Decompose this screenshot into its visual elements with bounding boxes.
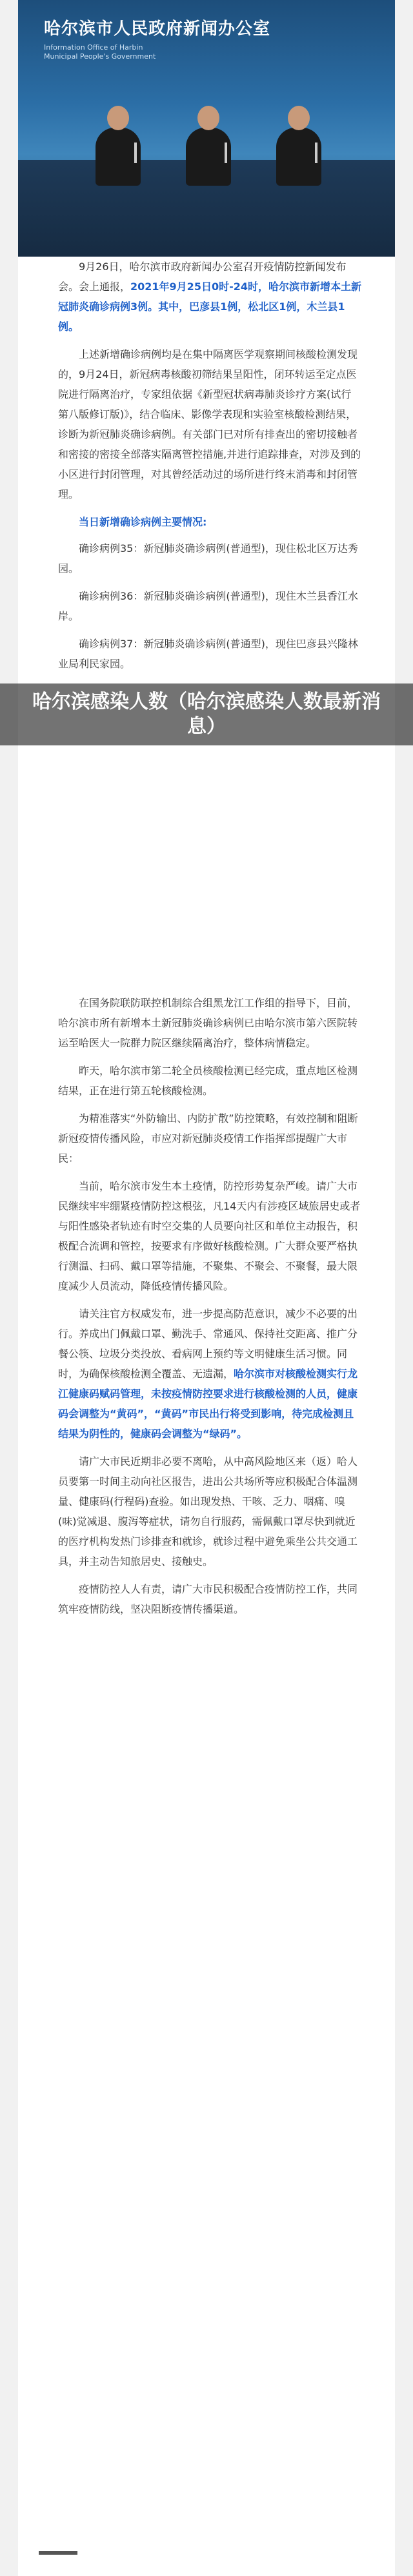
intro-highlight: 2021年9月25日0时-24时，哈尔滨市新增本土新冠肺炎确诊病例3例。其中，巴彦县1例，松北区1例，木兰县1例。 — [58, 280, 361, 333]
section-heading: 当日新增确诊病例主要情况: — [79, 516, 207, 528]
paragraph-situation: 当前，哈尔滨市发生本土疫情，防控形势复杂严峻。请广大市民继续牢牢绷紧疫情防控这根弦，凡14天内有涉疫区域旅居史或者与阳性感染者轨迹有时空交集的人员要向社区和单位主动报告，积极配合流调和管控，按要求有序做好核酸检测。广大群众要严格执行测温、扫码、戴口罩等措施，不聚集、不聚会、不聚餐，最大限度减少人员流动，降低疫情传播风险。 — [58, 1180, 361, 1292]
microphone — [315, 143, 317, 163]
banner-title: 哈尔滨市人民政府新闻办公室 — [44, 19, 271, 39]
overlay-title: 哈尔滨感染人数（哈尔滨感染人数最新消息） — [32, 691, 381, 738]
speaker-right-head — [288, 106, 310, 130]
paragraph-health-code — [58, 1304, 361, 1444]
case-35: 确诊病例35：新冠肺炎确诊病例(普通型)，现住松北区万达秀园。 — [58, 542, 358, 575]
paragraph-intro — [58, 257, 361, 337]
article-body-middle — [58, 993, 361, 1627]
intro-text: 9月26日，哈尔滨市政府新闻办公室召开疫情防控新闻发布会。会上通报， — [58, 261, 347, 293]
paragraph-testing: 昨天，哈尔滨市第二轮全员核酸检测已经完成，重点地区检测结果，正在进行第五轮核酸检测。 — [58, 1065, 358, 1097]
speaker-left-head — [107, 106, 129, 130]
paragraph-travel: 请广大市民近期非必要不离哈，从中高风险地区来（返）哈人员要第一时间主动向社区报告，进出公共场所等应积极配合体温测量、健康码(行程码)查验。如出现发热、干咳、乏力、咽痛、嗅(味)觉减退、腹泻等症状，请勿自行服药，需佩戴口罩尽快到就近的医疗机构发热门诊排查和就诊，就诊过程中避免乘坐公共交通工具，并主动告知旅居史、接触史。 — [58, 1455, 358, 1568]
title-overlay — [0, 683, 413, 745]
health-code-text: 请关注官方权威发布，进一步提高防范意识，减少不必要的出行。养成出门佩戴口罩、勤洗手、常通风、保持社交距离、推广分餐公筷、垃圾分类投放、看病网上预约等文明健康生活习惯。同时，为确保核酸检测全覆盖、无遗漏， — [58, 1308, 358, 1380]
microphone — [225, 143, 227, 163]
paragraph-treatment: 在国务院联防联控机制综合组黑龙江工作组的指导下，目前，哈尔滨市所有新增本土新冠肺炎确诊病例已由哈尔滨市第六医院转运至哈医大一院群力院区继续隔离治疗，整体病情稳定。 — [58, 997, 358, 1049]
case-37: 确诊病例37：新冠肺炎确诊病例(普通型)，现住巴彦县兴隆林业局利民家园。 — [58, 638, 358, 670]
case-36: 确诊病例36：新冠肺炎确诊病例(普通型)，现住木兰县香江水岸。 — [58, 590, 358, 622]
microphone — [134, 143, 137, 163]
banner-subtitle-line2: Municipal People's Government — [44, 52, 156, 61]
article-body-top — [58, 257, 361, 682]
banner-subtitle-line1: Information Office of Harbin — [44, 43, 143, 52]
footer-bar — [39, 2551, 77, 2555]
speaker-center-head — [197, 106, 219, 130]
paragraph-strategy: 为精准落实“外防输出、内防扩散”防控策略，有效控制和阻断新冠疫情传播风险，市应对新冠肺炎疫情工作指挥部提醒广大市民： — [58, 1112, 358, 1165]
footer — [18, 2528, 395, 2576]
health-code-highlight: 哈尔滨市对核酸检测实行龙江健康码赋码管理，未按疫情防控要求进行核酸检测的人员，健康码会调整为“黄码”，“黄码”市民出行将受到影响，待完成检测且结果为阴性的，健康码会调整为“绿码”。 — [58, 1368, 358, 1440]
press-banner — [44, 15, 367, 93]
paragraph-closing: 疫情防控人人有责，请广大市民积极配合疫情防控工作，共同筑牢疫情防线，坚决阻断疫情传播渠道。 — [58, 1583, 358, 1615]
paragraph-detail: 上述新增确诊病例均是在集中隔离医学观察期间核酸检测发现的，9月24日，新冠病毒核酸初筛结果呈阳性，闭环转运至定点医院进行隔离治疗，专家组依据《新型冠状病毒肺炎诊疗方案(试行第八版修订版)》，结合临床、影像学表现和实验室核酸检测结果，诊断为新冠肺炎确诊病例。有关部门已对所有排查出的密切接触者和密接的密接全部落实隔离管控措施,并进行追踪排查，对涉及到的小区进行封闭管理，对其曾经活动过的场所进行终末消毒和封闭管理。 — [58, 348, 361, 500]
press-conference-photo — [18, 0, 395, 257]
